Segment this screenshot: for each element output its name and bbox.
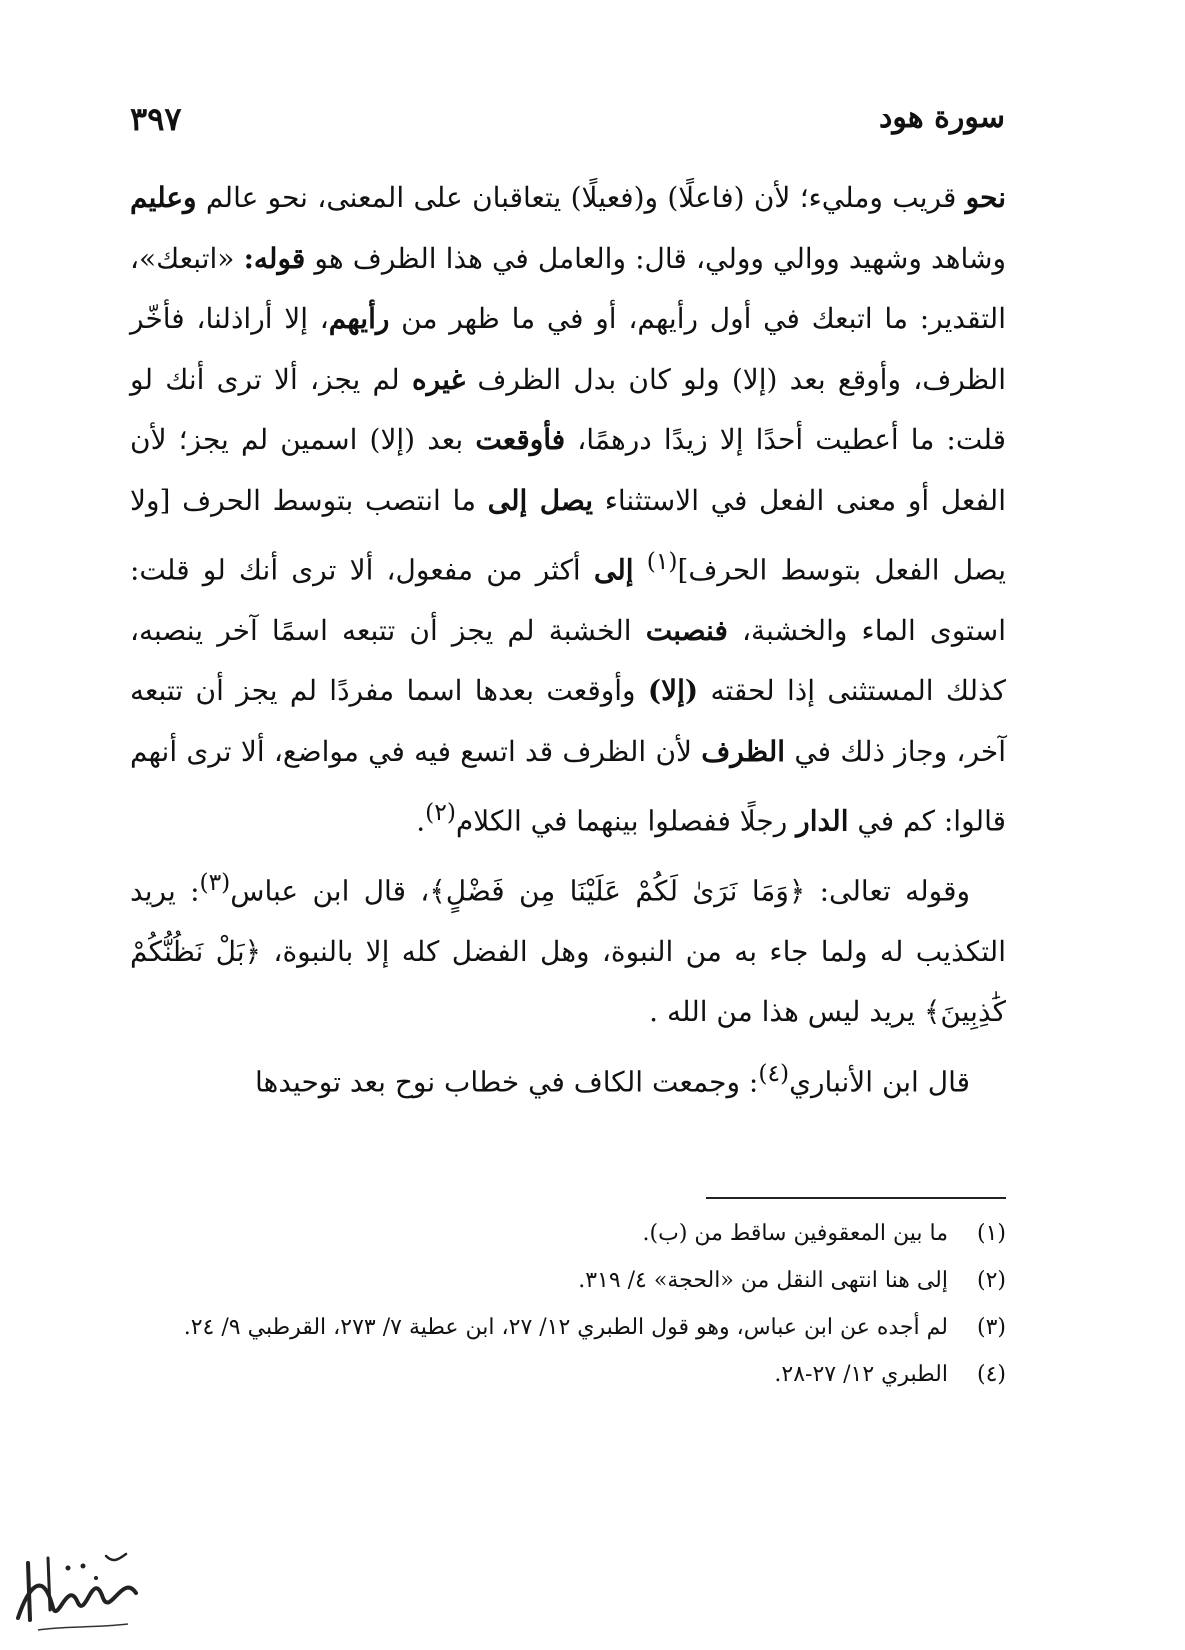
footnote-text: ما بين المعقوفين ساقط من (ب). — [642, 1221, 948, 1246]
footnote-text: إلى هنا انتهى النقل من «الحجة» ٤/ ٣١٩. — [578, 1268, 948, 1293]
text-run: وقوله تعالى: ﴿وَمَا نَرَىٰ لَكُمْ عَلَيْنَا مِن فَضْلٍ﴾، قال ابن عباس — [230, 874, 970, 908]
footnote-divider — [706, 1197, 1006, 1199]
bold-word: (إلا) — [647, 674, 699, 708]
text-run: : يريد التكذيب له ولما جاء به من النبوة، وهل الفضل كله إلا بالنبوة، ﴿بَلْ نَظُنُّكُمْ كَٰذِبِينَ﴾ يريد ليس هذا من الله . — [130, 874, 1006, 1029]
footnote-4 — [130, 1351, 1006, 1398]
footnote-number: (٢) — [976, 1268, 1006, 1293]
text-run: «اتبعك»، التقدير: ما اتبعك في أول رأيهم، أو في ما ظهر من — [130, 241, 1006, 335]
text-run: وأوقعت بعدها اسما مفردًا لم يجز أن تتبعه آخر، وجاز ذلك في — [130, 674, 1006, 768]
surah-title: سورة هود — [879, 100, 1005, 135]
paragraph-1 — [130, 168, 1006, 852]
text-run: بعد (إلا) اسمين لم يجز؛ لأن الفعل أو معنى الفعل في الاستثناء — [130, 423, 1006, 517]
footnote-3 — [130, 1304, 1006, 1351]
bold-word: يصل إلى — [487, 483, 594, 517]
footnote-text: لم أجده عن ابن عباس، وهو قول الطبري ١٢/ ٢٧، ابن عطية ٧/ ٢٧٣، القرطبي ٩/ ٢٤. — [183, 1315, 948, 1340]
footnote-number: (٣) — [976, 1315, 1006, 1340]
text-run: : وجمعت الكاف في خطاب نوح بعد توحيدها — [255, 1065, 759, 1099]
text-run: وشاهد وشهيد ووالي وولي، قال: والعامل في هذا الظرف هو — [305, 241, 1006, 275]
text-run: قريب ومليء؛ لأن (فاعلًا) و(فعيلًا) يتعاقبان على المعنى، نحو عالم — [196, 181, 966, 214]
paragraph-3 — [130, 1043, 1006, 1113]
bold-word: فنصبت — [645, 613, 728, 647]
bold-word: قوله: — [243, 241, 306, 275]
bold-word: وعليم — [130, 181, 197, 214]
text-run: . — [416, 804, 426, 838]
footnote-ref-1: (١) — [646, 547, 678, 575]
footnote-ref-2: (٢) — [425, 798, 456, 827]
footnote-text: الطبري ١٢/ ٢٧-٢٨. — [774, 1362, 948, 1387]
text-run: لم يجز، ألا ترى أنك لو قلت: ما أعطيت أحدًا إلا زيدًا درهمًا، — [130, 362, 1006, 456]
main-text — [130, 168, 1006, 1113]
text-run: أكثر من مفعول، ألا ترى أنك لو قلت: استوى الماء والخشبة، — [130, 553, 1006, 647]
bold-word: نحو — [965, 181, 1006, 214]
footnote-ref-3: (٣) — [199, 868, 231, 897]
page-number: ٣٩٧ — [130, 100, 182, 138]
bold-word: الظرف — [701, 734, 786, 768]
paragraph-2 — [130, 852, 1006, 1043]
bold-word: رأيهم — [328, 302, 390, 335]
footnotes — [130, 1210, 1006, 1398]
text-run: لأن الظرف قد اتسع فيه في مواضع، ألا ترى أنهم قالوا: كم في — [130, 734, 1006, 838]
calligraphy-logo-icon — [8, 1548, 148, 1643]
bold-word: غيره — [411, 362, 466, 396]
text-run: ، إلا أراذلنا، فأخّر الظرف، وأوقع بعد (إلا) ولو كان بدل الظرف — [130, 302, 1006, 396]
page-header — [130, 100, 1005, 150]
text-run: الخشبة لم يجز أن تتبعه اسمًا آخر ينصبه، كذلك المستثنى إذا لحقته — [130, 613, 1007, 708]
footnote-number: (٤) — [976, 1362, 1006, 1387]
footnote-1 — [130, 1210, 1006, 1257]
text-run: رجلًا ففصلوا بينهما في الكلام — [455, 804, 797, 838]
bold-word: فأوقعت — [475, 423, 566, 456]
footnote-ref-4: (٤) — [758, 1058, 790, 1087]
bold-word: الدار — [796, 804, 849, 838]
text-run: ما انتصب بتوسط الحرف [ولا يصل الفعل بتوسط الحرف] — [130, 483, 1007, 587]
footnote-2 — [130, 1257, 1006, 1304]
footnote-number: (١) — [976, 1221, 1006, 1246]
bold-word: إلى — [593, 553, 634, 587]
text-run: قال ابن الأنباري — [789, 1065, 970, 1099]
